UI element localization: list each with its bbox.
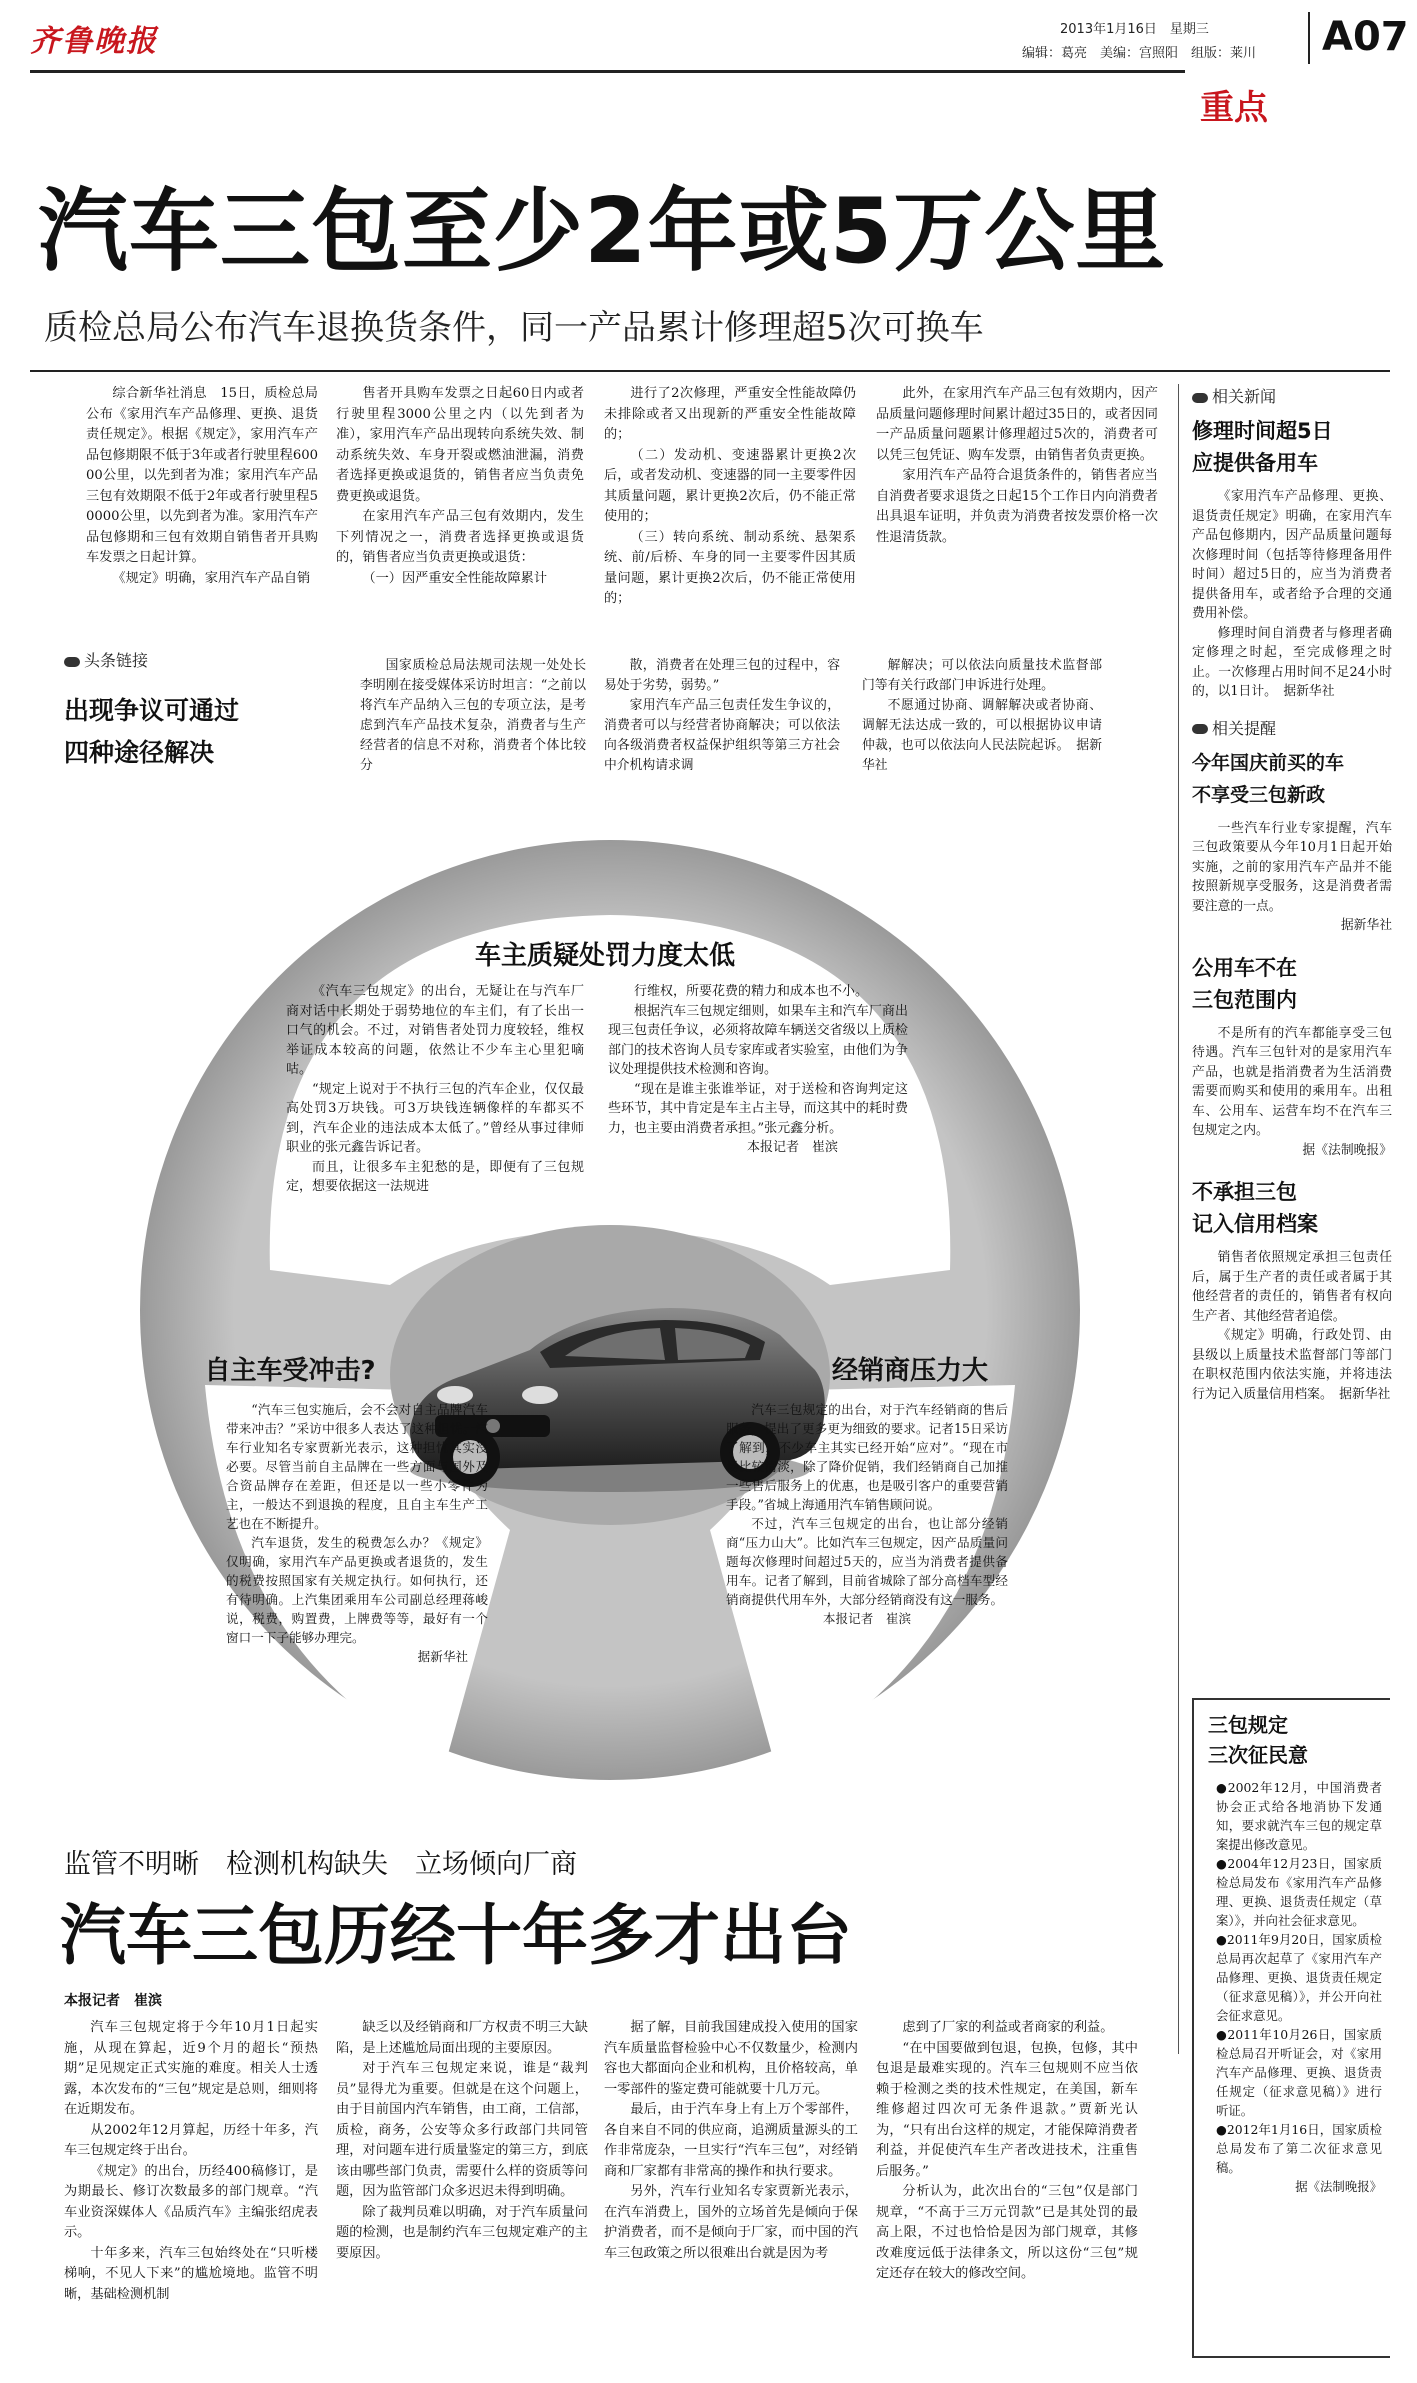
- lead-column-1: [86, 384, 318, 589]
- news2-title: [1192, 747, 1392, 811]
- bottom-tagline: 监管不明晰 检测机构缺失 立场倾向厂商: [64, 1849, 577, 1880]
- timeline-item-text: 2004年12月23日，国家质检总局发布《家用汽车产品修理、更换、退货责任规定（草案）》，并向社会征求意见。: [1216, 1856, 1382, 1928]
- timeline-item-text: 2011年9月20日，国家质检总局再次起草了《家用汽车产品修理、更换、退货责任规定（征求意见稿）》，并公开向社会征求意见。: [1216, 1932, 1383, 2023]
- timeline-item: [1216, 2025, 1382, 2120]
- timeline-list: [1216, 1778, 1382, 2196]
- paragraph: （三）转向系统、制动系统、悬架系统、前/后桥、车身的同一主要零件因其质量问题，累计更换2次后，仍不能正常使用的；: [604, 529, 856, 606]
- wheel-right-title: 经销商压力大: [831, 1356, 988, 1386]
- masthead: [0, 0, 1417, 128]
- title-line: 不享受三包新政: [1192, 783, 1326, 806]
- paragraph: 解解决；可以依法向质量技术监督部门等有关行政部门申诉进行处理。: [862, 658, 1102, 693]
- title-line: 修理时间超5日: [1192, 419, 1333, 443]
- paragraph: 而且，让很多车主犯愁的是，即便有了三包规定，想要依据这一法规进: [286, 1159, 584, 1194]
- timeline-item: [1216, 1778, 1382, 1854]
- paragraph: “现在是谁主张谁举证，对于送检和咨询判定这些环节，其中肯定是车主占主导，而这其中的耗时费力，也主要由消费者承担。”张元鑫分析。: [608, 1081, 908, 1136]
- rule: [30, 370, 1390, 372]
- paragraph: 汽车退货，发生的税费怎么办？《规定》仅明确，家用汽车产品更换或者退货的，发生的税费按照国家有关规定执行。如何执行，还有待明确。上汽集团乘用车公司副总经理蒋峻说，税费，购置费，上牌费等等，最好有一个窗口一下子能够办理完。: [226, 1535, 488, 1645]
- byline: 据新华社: [1340, 918, 1392, 933]
- timeline-item-text: 2002年12月，中国消费者协会正式给各地消协下发通知，要求就汽车三包的规定草案提出修改意见。: [1216, 1780, 1382, 1852]
- bullet-pill-icon: [64, 657, 80, 667]
- paragraph: 在家用汽车产品三包有效期内，发生下列情况之一，消费者选择更换或退货的，销售者应当负责更换或退货：: [336, 509, 584, 565]
- paragraph: 散，消费者在处理三包的过程中，容易处于劣势，弱势。”: [604, 658, 840, 693]
- timeline-title: [1194, 1700, 1390, 1770]
- news1-kicker: [1192, 384, 1392, 407]
- bullet-icon: ●: [1216, 1780, 1228, 1795]
- paragraph: 行维权，所要花费的精力和成本也不小。: [634, 984, 869, 999]
- newspaper-logo: 齐鲁晚报: [30, 24, 158, 59]
- bottom-byline: 本报记者 崔滨: [64, 1993, 162, 2009]
- paragraph: “在中国要做到包退，包换，包修，其中包退是最难实现的。汽车三包规则不应当依赖于检测之类的技术性规定，在美国，新车维修超过四次可无条件退款。”贾新光认为，“只有出台这样的规定，才能保障消费者利益，并促使汽车生产者改进技术，注重售后服务。”: [876, 2040, 1138, 2179]
- wheel-top-left-text: [286, 982, 584, 1197]
- paragraph: 根据汽车三包规定细则，如果车主和汽车厂商出现三包责任争议，必须将故障车辆送交省级以上质检部门的技术咨询人员专家库或者实验室，由他们为争议处理提供技术检测和咨询。: [608, 1003, 908, 1077]
- news4-title: [1192, 1176, 1392, 1240]
- title-line: 三包规定: [1208, 1713, 1288, 1737]
- kicker-text: 相关新闻: [1212, 387, 1277, 406]
- wheel-top-right-text: [608, 982, 908, 1158]
- byline: 本报记者 崔滨: [746, 1140, 838, 1155]
- paragraph: 除了裁判员难以明确，对于汽车质量问题的检测，也是制约汽车三包规定难产的主要原因。: [336, 2204, 588, 2261]
- timeline-item-text: 2012年1月16日，国家质检总局发布了第二次征求意见稿。: [1216, 2122, 1383, 2175]
- paragraph: 销售者依照规定承担三包责任后，属于生产者的责任或者属于其他经营者的责任的，销售者有权向生产者、其他经营者追偿。: [1192, 1250, 1392, 1324]
- paragraph: 另外，汽车行业知名专家贾新光表示，在汽车消费上，国外的立场首先是倾向于保护消费者，而不是倾向于厂家，而中国的汽车三包政策之所以很难出台就是因为考: [604, 2184, 858, 2261]
- news2-body: [1192, 819, 1392, 936]
- timeline-item: [1216, 1854, 1382, 1930]
- wheel-left-text: [226, 1400, 488, 1666]
- bottom-column-1: [64, 2018, 318, 2305]
- news1-title: [1192, 415, 1392, 479]
- paragraph: 修理时间自消费者与修理者确定修理之时起，至完成修理之时止。一次修理占用时间不足24小时的，以1日计。 据新华社: [1192, 625, 1392, 699]
- news1-body: [1192, 487, 1392, 702]
- byline: 据《法制晚报》: [1295, 2179, 1382, 2194]
- paragraph: 最后，由于汽车身上有上万个零部件，各自来自不同的供应商，追溯质量源头的工作非常庞杂，一旦实行“汽车三包”，对经销商和厂家都有非常高的操作和执行要求。: [604, 2102, 858, 2179]
- paragraph: 分析认为，此次出台的“三包”仅是部门规章，“不高于三万元罚款”已是其处罚的最高上限，不过也恰恰是因为部门规章，其修改难度远低于法律条文，所以这份“三包”规定还存在较大的修改空间。: [876, 2184, 1138, 2281]
- section-label: 重点: [1200, 88, 1268, 128]
- title-line: 三次征民意: [1208, 1743, 1308, 1767]
- main-headline: 汽车三包至少2年或5万公里: [38, 179, 1167, 284]
- link-column-2: [604, 656, 840, 776]
- paragraph: 《汽车三包规定》的出台，无疑让在与汽车厂商对话中长期处于弱势地位的车主们，有了长出一口气的机会。不过，对销售者处罚力度较轻，维权举证成本较高的问题，依然让不少车主心里犯嘀咕。: [286, 984, 584, 1077]
- news3-title: [1192, 952, 1392, 1016]
- news3-body: [1192, 1024, 1392, 1161]
- paragraph: 《规定》的出台，历经400稿修订，是为期最长、修订次数最多的部门规章。“汽车业资深媒体人《品质汽车》主编张绍虎表示。: [64, 2163, 318, 2240]
- title-line: 应提供备用车: [1192, 451, 1318, 475]
- paragraph: （二）发动机、变速器累计更换2次后，或者发动机、变速器的同一主要零件因其质量问题，累计更换2次后，仍不能正常使用的；: [604, 447, 856, 524]
- paragraph: 汽车三包规定的出台，对于汽车经销商的售后服务，提出了更多更为细致的要求。记者15日采访了解到，不少车主其实已经开始“应对”。“现在市场比较清淡，除了降价促销，我们经销商自己加推一些售后服务上的优惠，也是吸引客户的重要营销手段。”省城上海通用汽车销售顾问说。: [726, 1402, 1008, 1512]
- issue-date: 2013年1月16日 星期三: [1060, 22, 1209, 37]
- paragraph: 缺乏以及经销商和厂方权责不明三大缺陷，是上述尴尬局面出现的主要原因。: [336, 2020, 588, 2056]
- title-line: 三包范围内: [1192, 987, 1297, 1012]
- paragraph: 《家用汽车产品修理、更换、退货责任规定》明确，在家用汽车产品包修期内，因产品质量问题每次修理时间（包括等待修理备用件时间）超过5日的，应当为消费者提供备用车，或者给予合理的交通费用补偿。: [1192, 489, 1392, 621]
- paragraph: 售者开具购车发票之日起60日内或者行驶里程3000公里之内（以先到者为准），家用汽车产品出现转向系统失效、制动系统失效、车身开裂或燃油泄漏，消费者选择更换或退货的，销售者应当负责免费更换或退货。: [336, 386, 584, 504]
- byline: 据新华社: [417, 1649, 468, 1664]
- paragraph: “规定上说对于不执行三包的汽车企业，仅仅最高处罚3万块钱。可3万块钱连辆像样的车都买不到，汽车企业的违法成本太低了。”曾经从事过律师职业的张元鑫告诉记者。: [286, 1081, 584, 1155]
- byline: 本报记者 崔滨: [822, 1611, 912, 1626]
- timeline-item: [1216, 2120, 1382, 2177]
- paragraph: 据了解，目前我国建成投入使用的国家汽车质量监督检验中心不仅数量少，检测内容也大都面向企业和机构，且价格较高，单一零部件的鉴定费可能就要十几万元。: [604, 2020, 858, 2097]
- right-column: [1192, 384, 1392, 1404]
- kicker-text: 相关提醒: [1212, 718, 1277, 738]
- lead-column-2: [336, 384, 584, 589]
- bullet-icon: ●: [1216, 1932, 1227, 1947]
- paragraph: 家用汽车产品三包责任发生争议的，消费者可以与经营者协商解决；可以依法向各级消费者权益保护组织等第三方社会中介机构请求调: [604, 698, 840, 773]
- paragraph: 不是所有的汽车都能享受三包待遇。汽车三包针对的是家用汽车产品，也就是指消费者为生活消费需要而购买和使用的乘用车。出租车、公用车、运营车均不在汽车三包规定之内。: [1192, 1025, 1392, 1138]
- paragraph: 综合新华社消息 15日，质检总局公布《家用汽车产品修理、更换、退货责任规定》。根据《规定》，家用汽车产品包修期限不低于3年或者行驶里程60000公里，以先到者为准；家用汽车产品三包有效期限不低于2年或者行驶里程50000公里，以先到者为准。家用汽车产品包修期和三包有效期自销售者开具购车发票之日起计算。: [86, 386, 318, 565]
- timeline-item-text: 2011年10月26日，国家质检总局召开听证会，对《家用汽车产品修理、更换、退货责任规定（征求意见稿）》进行听证。: [1216, 2027, 1382, 2118]
- news2-kicker: [1192, 716, 1392, 739]
- bottom-column-2: [336, 2018, 588, 2264]
- title-line: 公用车不在: [1192, 955, 1297, 980]
- link-title: [64, 690, 239, 774]
- bottom-column-4: [876, 2018, 1138, 2285]
- column-divider: [1178, 384, 1179, 2054]
- bullet-icon: ●: [1216, 2122, 1227, 2137]
- kicker-text: 头条链接: [84, 651, 149, 670]
- bottom-headline: 汽车三包历经十年多才出台: [60, 1897, 852, 1974]
- title-line: 不承担三包: [1192, 1180, 1297, 1204]
- link-kicker: [64, 648, 148, 671]
- bottom-column-3: [604, 2018, 858, 2264]
- paragraph: 一些汽车行业专家提醒，汽车三包政策要从今年10月1日起开始实施，之前的家用汽车产品并不能按照新规享受服务，这是消费者需要注意的一点。: [1192, 820, 1392, 914]
- paragraph: 不愿通过协商、调解解决或者协商、调解无法达成一致的，可以根据协议申请仲裁，也可以依法向人民法院起诉。 据新华社: [862, 698, 1102, 773]
- wheel-left-title: 自主车受冲击?: [204, 1356, 376, 1386]
- paragraph: 进行了2次修理，严重安全性能故障仍未排除或者又出现新的严重安全性能故障的；: [604, 386, 856, 442]
- title-line: 记入信用档案: [1192, 1212, 1318, 1236]
- title-line: 出现争议可通过: [64, 696, 240, 725]
- paragraph: 十年多来，汽车三包始终处在“只听楼梯响，不见人下来”的尴尬境地。监管不明晰，基础检测机制: [64, 2245, 318, 2302]
- wheel-top-title: 车主质疑处罚力度太低: [474, 941, 735, 971]
- paragraph: “汽车三包实施后，会不会对自主品牌汽车带来冲击？”采访中很多人表达了这种担忧。汽车行业知名专家贾新光表示，这种担忧其实没必要。尽管当前自主品牌在一些方面与国外及合资品牌存在差距，但还是以一些小零件为主，一般达不到退换的程度，且自主车生产工艺也在不断提升。: [226, 1402, 488, 1531]
- title-line: 四种途径解决: [64, 738, 215, 767]
- page-number: A07: [1322, 14, 1409, 60]
- paragraph: 对于汽车三包规定来说，谁是“裁判员”显得尤为重要。但就是在这个问题上，由于目前国内汽车销售，由工商，工信部，质检，商务，公安等众多行政部门共同管理，对问题车进行质量鉴定的第三方，到底该由哪些部门负责，需要什么样的资质等问题，因为监管部门众多迟迟未得到明确。: [336, 2061, 588, 2199]
- bullet-icon: ●: [1216, 2027, 1228, 2042]
- paragraph: 《规定》明确，行政处罚、由县级以上质量技术监督部门等部门在职权范围内依法实施，并将违法行为记入质量信用档案。 据新华社: [1192, 1328, 1392, 1402]
- bullet-pill-icon: [1192, 724, 1208, 734]
- timeline-box: [1192, 1698, 1390, 2358]
- wheel-right-text: [726, 1400, 1008, 1628]
- news4-body: [1192, 1248, 1392, 1404]
- paragraph: 《规定》明确，家用汽车产品自销: [112, 570, 311, 586]
- masthead-rule: [30, 70, 1185, 73]
- paragraph: 虑到了厂家的利益或者商家的利益。: [902, 2020, 1114, 2035]
- lead-column-4: [876, 384, 1158, 548]
- timeline-item: [1216, 1930, 1382, 2025]
- title-line: 今年国庆前买的车: [1192, 751, 1345, 774]
- paragraph: 家用汽车产品符合退货条件的，销售者应当自消费者要求退货之日起15个工作日内向消费者出具退车证明，并负责为消费者按发票价格一次性退清货款。: [876, 468, 1158, 545]
- paragraph: 汽车三包规定将于今年10月1日起实施，从现在算起，近9个月的超长“预热期”足见规定正式实施的难度。相关人士透露，本次发布的“三包”规定是总则，细则将在近期发布。: [64, 2020, 318, 2117]
- paragraph: 不过，汽车三包规定的出台，也让部分经销商“压力山大”。比如汽车三包规定，因产品质量问题每次修理时间超过5天的，应当为消费者提供备用车。记者了解到，目前省城除了部分高档车型经销商提供代用车外，大部分经销商没有这一服务。: [726, 1516, 1008, 1607]
- page-divider: [1308, 12, 1310, 64]
- main-subhead: 质检总局公布汽车退换货条件，同一产品累计修理超5次可换车: [44, 308, 984, 348]
- paragraph: 从2002年12月算起，历经十年多，汽车三包规定终于出台。: [64, 2122, 318, 2158]
- link-column-1: [360, 656, 586, 776]
- link-column-3: [862, 656, 1102, 776]
- byline: 据《法制晚报》: [1302, 1142, 1392, 1158]
- lead-column-3: [604, 384, 856, 610]
- paragraph: 此外，在家用汽车产品三包有效期内，因产品质量问题修理时间累计超过35日的，或者因同一产品质量问题累计修理超过5次的，消费者可以凭三包凭证、购车发票，由销售者负责更换。: [876, 386, 1158, 463]
- editor-credits: 编辑：葛亮 美编：宫照阳 组版：莱川: [1022, 46, 1257, 61]
- paragraph: 国家质检总局法规司法规一处处长李明刚在接受媒体采访时坦言：“之前以将汽车产品纳入三包的专项立法，是考虑到汽车产品技术复杂，消费者与生产经营者的信息不对称，消费者个体比较分: [360, 658, 586, 773]
- bullet-icon: ●: [1216, 1856, 1228, 1871]
- bullet-pill-icon: [1192, 393, 1208, 403]
- paragraph: （一）因严重安全性能故障累计: [362, 570, 548, 586]
